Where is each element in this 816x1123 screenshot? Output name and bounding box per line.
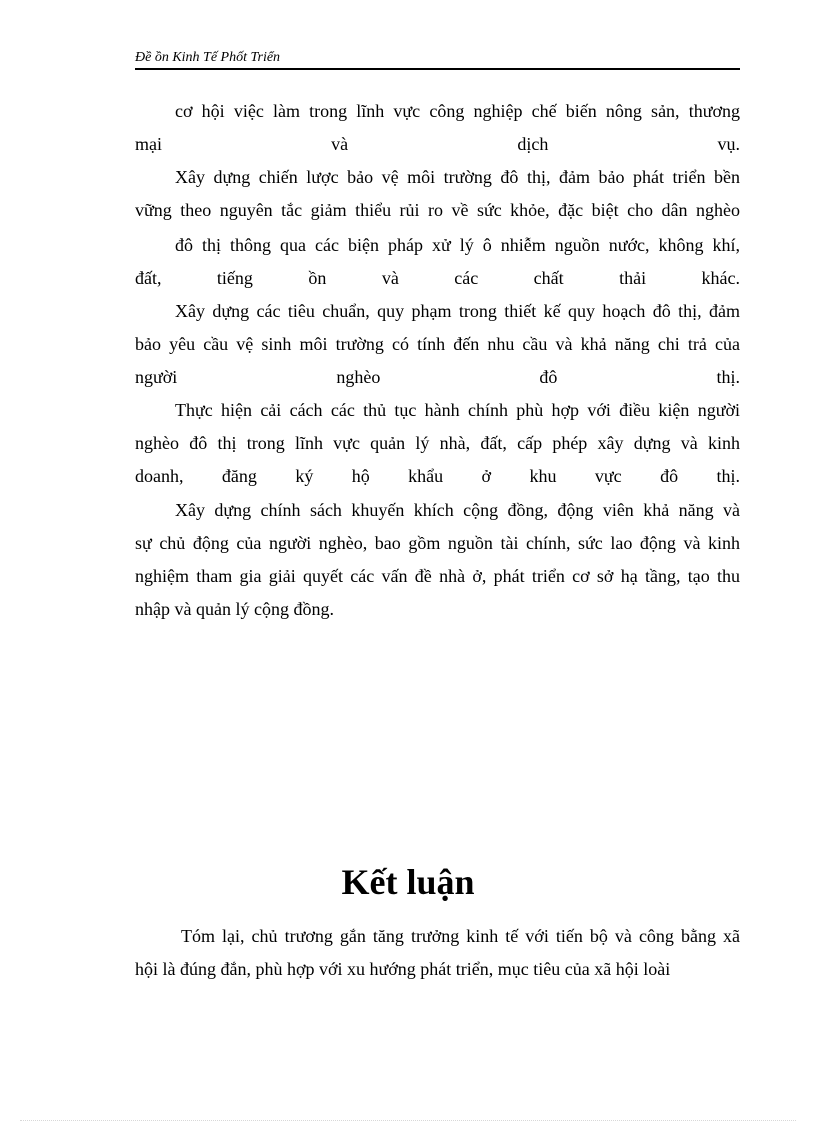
- body-paragraph: [135, 161, 740, 227]
- page-bottom-rule: [20, 1120, 796, 1121]
- text-line: Xây dựng chính sách khuyến khích cộng đồng, động viên khả năng và: [175, 500, 740, 520]
- body-paragraph: [135, 95, 740, 161]
- text-line: Tóm lại, chủ trương gắn tăng trưởng kinh tế với tiến bộ và công bằng xã: [181, 926, 740, 946]
- body-paragraph: [135, 295, 740, 394]
- text-line: cơ hội việc làm trong lĩnh vực công nghiệp chế biến nông sản, thương: [175, 101, 740, 121]
- body-paragraph: [135, 229, 740, 295]
- text-line: doanh, đăng ký hộ khẩu ở khu vực đô thị.: [135, 466, 740, 486]
- text-line: vững theo nguyên tắc giảm thiểu rủi ro về sức khỏe, đặc biệt cho dân nghèo: [135, 200, 740, 220]
- body-paragraph: [135, 494, 740, 626]
- text-line: bảo yêu cầu vệ sinh môi trường có tính đến nhu cầu và khả năng chi trả của: [135, 334, 740, 354]
- text-line: mại và dịch vụ.: [135, 134, 740, 154]
- text-line: Thực hiện cải cách các thủ tục hành chính phù hợp với điều kiện người: [175, 400, 740, 420]
- conclusion-paragraph: [135, 920, 740, 986]
- running-header: Đề ồn Kinh Tế Phốt Triển: [135, 49, 740, 70]
- text-line: nghiệm tham gia giải quyết các vấn đề nhà ở, phát triển cơ sở hạ tầng, tạo thu: [135, 566, 740, 586]
- text-line: người nghèo đô thị.: [135, 367, 740, 387]
- text-line: hội là đúng đắn, phù hợp với xu hướng phát triển, mục tiêu của xã hội loài: [135, 959, 671, 979]
- body-paragraph: [135, 394, 740, 493]
- text-line: Xây dựng chiến lược bảo vệ môi trường đô thị, đảm bảo phát triển bền: [175, 167, 740, 187]
- section-title: Kết luận: [341, 862, 475, 902]
- text-line: nghèo đô thị trong lĩnh vực quản lý nhà, đất, cấp phép xây dựng và kinh: [135, 433, 740, 453]
- text-line: đô thị thông qua các biện pháp xử lý ô nhiễm nguồn nước, không khí,: [175, 235, 740, 255]
- text-line: sự chủ động của người nghèo, bao gồm nguồn tài chính, sức lao động và kinh: [135, 533, 740, 553]
- text-line: đất, tiếng ồn và các chất thải khác.: [135, 268, 740, 288]
- text-line: Xây dựng các tiêu chuẩn, quy phạm trong thiết kế quy hoạch đô thị, đảm: [175, 301, 740, 321]
- text-line: nhập và quản lý cộng đồng.: [135, 599, 334, 619]
